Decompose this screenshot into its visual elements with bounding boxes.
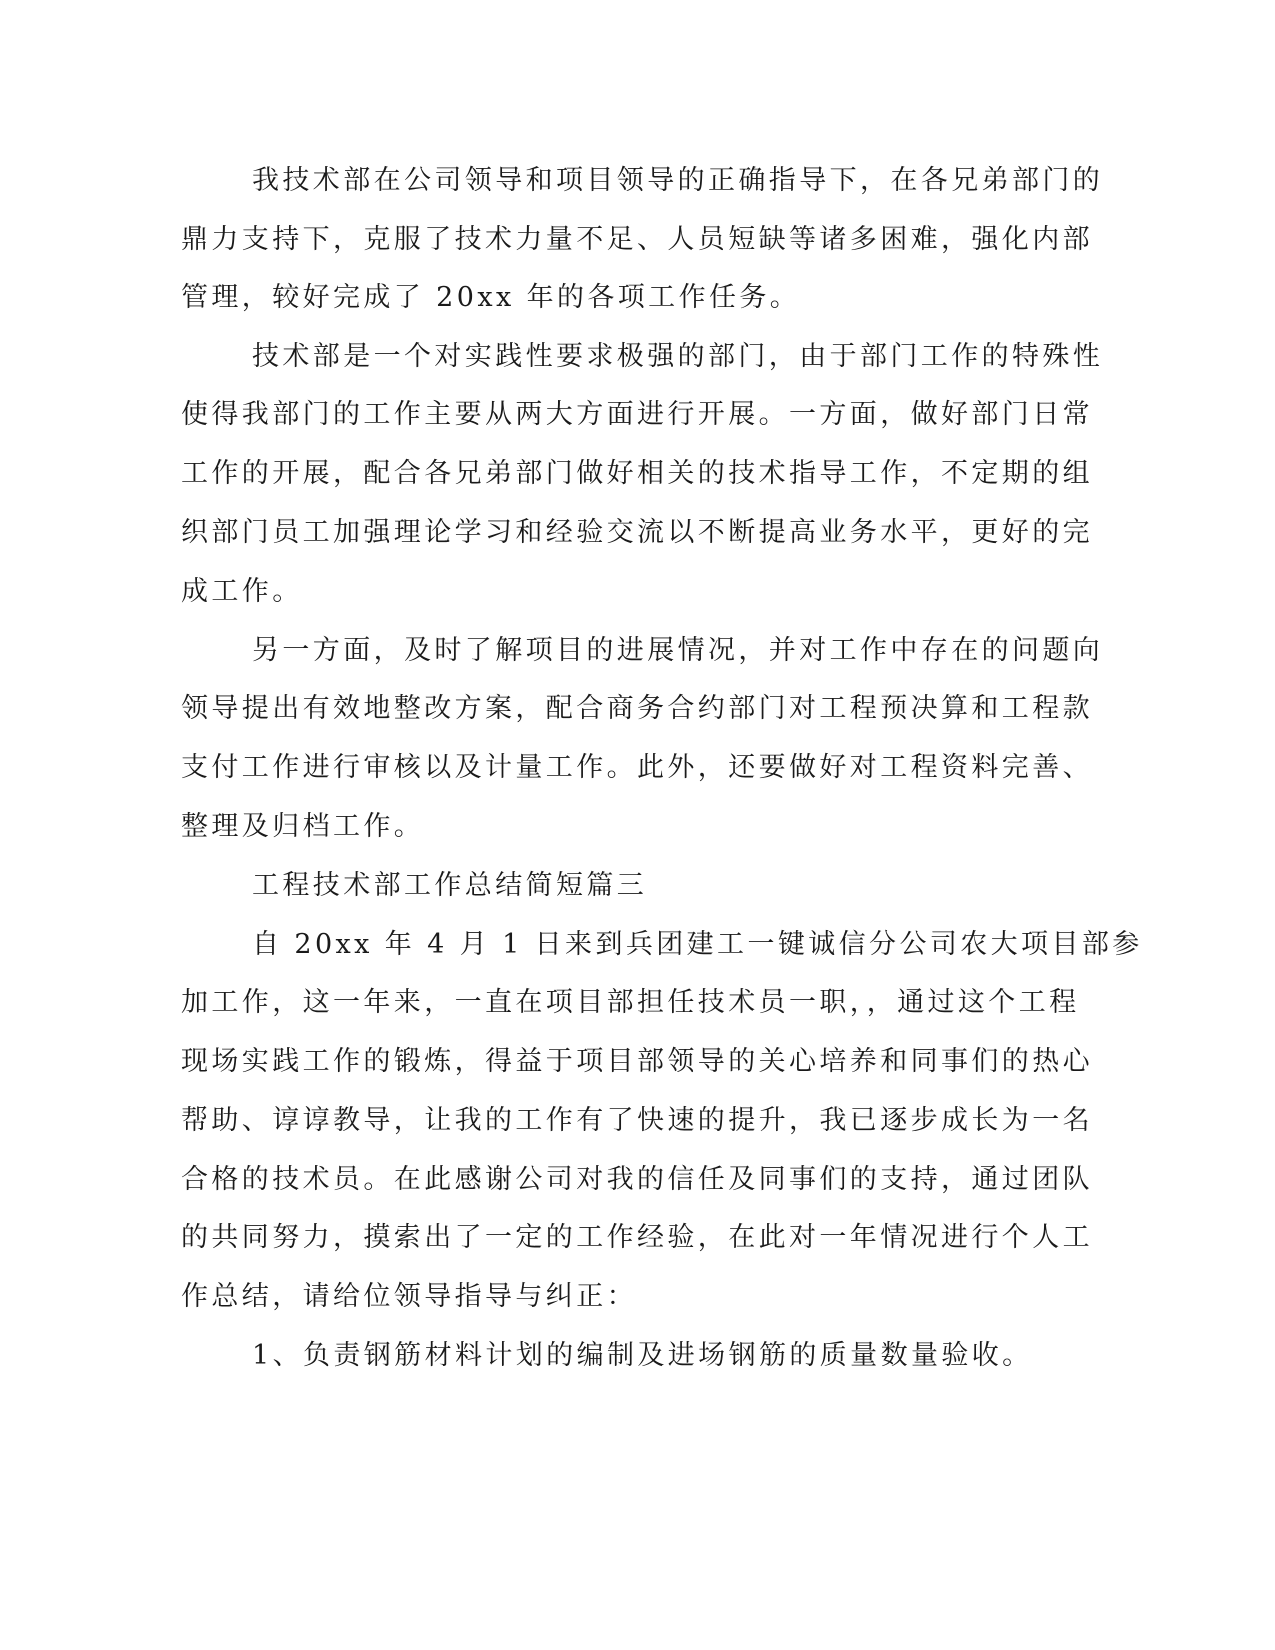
paragraph-4-line-4: 帮助、谆谆教导，让我的工作有了快速的提升，我已逐步成长为一名 <box>181 1105 1093 1136</box>
paragraph-4-line-1: 自 20xx 年 4 月 1 日来到兵团建工一键诚信分公司农大项目部参 <box>252 929 1143 960</box>
paragraph-2-line-1: 技术部是一个对实践性要求极强的部门，由于部门工作的特殊性 <box>252 341 1104 372</box>
paragraph-4-line-3: 现场实践工作的锻炼，得益于项目部领导的关心培养和同事们的热心 <box>181 1046 1093 1077</box>
paragraph-4-line-2: 加工作，这一年来，一直在项目部担任技术员一职，，通过这个工程 <box>181 987 1080 1018</box>
paragraph-2-line-2: 使得我部门的工作主要从两大方面进行开展。一方面，做好部门日常 <box>181 399 1093 430</box>
paragraph-4-line-5: 合格的技术员。在此感谢公司对我的信任及同事们的支持，通过团队 <box>181 1164 1093 1195</box>
paragraph-3-line-1: 另一方面，及时了解项目的进展情况，并对工作中存在的问题向 <box>252 635 1104 666</box>
paragraph-1-line-3: 管理，较好完成了 20xx 年的各项工作任务。 <box>181 282 801 313</box>
paragraph-3-line-3: 支付工作进行审核以及计量工作。此外，还要做好对工程资料完善、 <box>181 752 1093 783</box>
paragraph-4-line-7: 作总结，请给位领导指导与纠正： <box>181 1281 637 1312</box>
paragraph-2-line-5: 成工作。 <box>181 576 303 607</box>
paragraph-2-line-3: 工作的开展，配合各兄弟部门做好相关的技术指导工作，不定期的组 <box>181 458 1093 489</box>
section-heading: 工程技术部工作总结简短篇三 <box>252 870 648 901</box>
paragraph-2-line-4: 织部门员工加强理论学习和经验交流以不断提高业务水平，更好的完 <box>181 517 1093 548</box>
paragraph-1-line-2: 鼎力支持下，克服了技术力量不足、人员短缺等诸多困难，强化内部 <box>181 224 1093 255</box>
paragraph-4-line-6: 的共同努力，摸索出了一定的工作经验，在此对一年情况进行个人工 <box>181 1222 1093 1253</box>
paragraph-3-line-2: 领导提出有效地整改方案，配合商务合约部门对工程预决算和工程款 <box>181 693 1093 724</box>
paragraph-1-line-1: 我技术部在公司领导和项目领导的正确指导下，在各兄弟部门的 <box>252 165 1104 196</box>
list-item-1: 1、负责钢筋材料计划的编制及进场钢筋的质量数量验收。 <box>252 1340 1033 1371</box>
paragraph-3-line-4: 整理及归档工作。 <box>181 811 425 842</box>
